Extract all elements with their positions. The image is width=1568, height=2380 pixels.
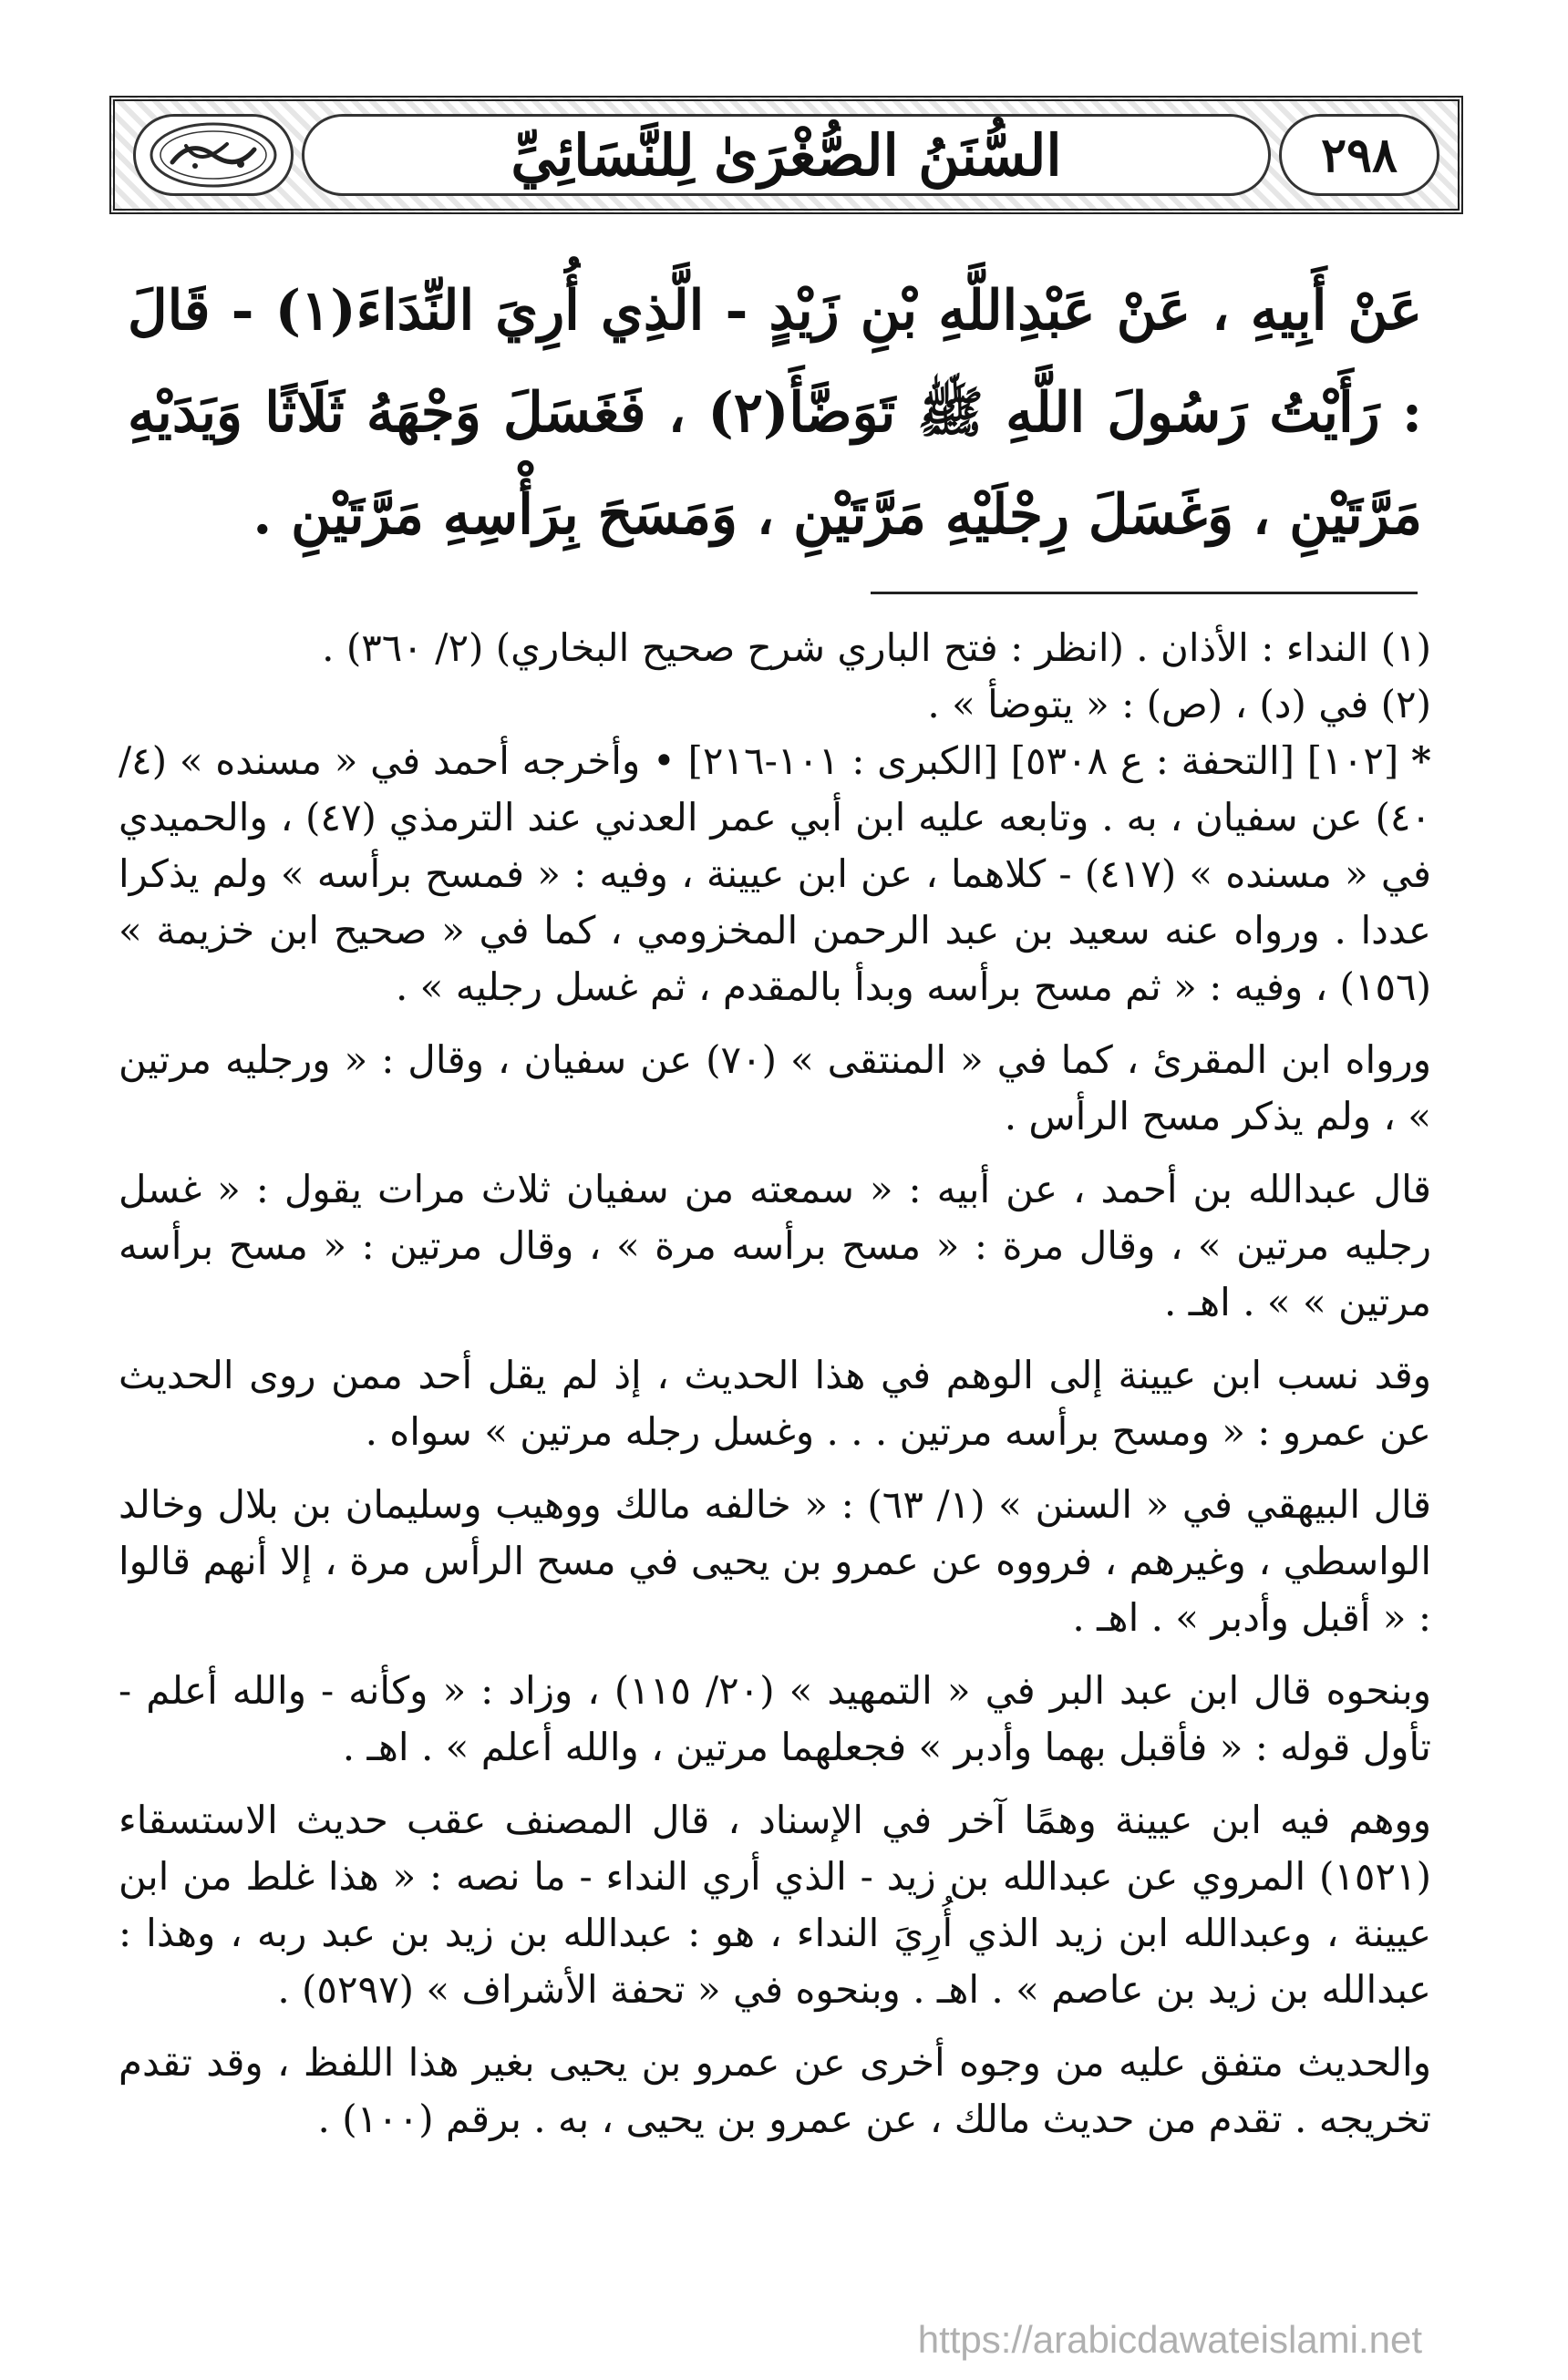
page-number: ٢٩٨	[1321, 127, 1398, 183]
book-logo-emblem-icon	[145, 118, 282, 191]
book-logo	[133, 114, 294, 196]
takhrij-text-1: [١٠٢] [التحفة : ع ٥٣٠٨] [الكبرى : ١٠١-٢١٦] • وأخرجه أحمد في « مسنده » (٤/ ٤٠) عن سفيان ، به . وتابعه عليه ابن أبي عمر العدني عند الترمذي (٤٧) ، والحميدي في « مسنده » (٤١٧) - كلاهما ، عن ابن عيينة ، وفيه : « فمسح برأسه » ولم يذكرا عددا . ورواه عنه سعيد بن عبد الرحمن المخزومي ، كما في « صحيح ابن خزيمة » (١٥٦) ، وفيه : « ثم مسح برأسه وبدأ بالمقدم ، ثم غسل رجليه » .	[119, 738, 1431, 1009]
hadith-main-text	[128, 260, 1422, 566]
takhrij-paragraph-8: والحديث متفق عليه من وجوه أخرى عن عمرو بن يحيى بغير هذا اللفظ ، وقد تقدم تخريجه . تقدم من حديث مالك ، عن عمرو بن يحيى ، به . برقم (١٠٠) .	[119, 2040, 1431, 2141]
takhrij-paragraph-5: قال البيهقي في « السنن » (١/ ٦٣) : « خالفه مالك ووهيب وسليمان بن بلال وخالد الواسطي ، وغيرهم ، فرووه عن عمرو بن يحيى في مسح الرأس مرة ، إلا أنهم قالوا : « أقبل وأدبر » . اهـ .	[119, 1482, 1431, 1640]
page-number-badge	[1279, 114, 1439, 196]
footnotes-section	[119, 620, 1431, 2148]
hadith-text: عَنْ أَبِيهِ ، عَنْ عَبْدِاللَّهِ بْنِ زَيْدٍ - الَّذِي أُرِيَ النِّدَاءَ(١) - قَالَ : رَأَيْتُ رَسُولَ اللَّهِ ﷺ تَوَضَّأَ(٢) ، فَغَسَلَ وَجْهَهُ ثَلَاثًا وَيَدَيْهِ مَرَّتَيْنِ ، وَغَسَلَ رِجْلَيْهِ مَرَّتَيْنِ ، وَمَسَحَ بِرَأْسِهِ مَرَّتَيْنِ .	[128, 279, 1422, 547]
header-title-box	[302, 114, 1271, 196]
takhrij-paragraph-4: وقد نسب ابن عيينة إلى الوهم في هذا الحديث ، إذ لم يقل أحد ممن روى الحديث عن عمرو : « ومسح برأسه مرتين . . . وغسل رجله مرتين » سواه .	[119, 1353, 1431, 1454]
footnote-2: (٢) في (د) ، (ص) : « يتوضأ » .	[927, 682, 1431, 726]
watermark-url: https://arabicdawateislami.net	[917, 2318, 1422, 2361]
takhrij-paragraph-6: وبنحوه قال ابن عبد البر في « التمهيد » (٢٠/ ١١٥) ، وزاد : « وكأنه - والله أعلم - تأول قوله : « فأقبل بهما وأدبر » فجعلهما مرتين ، والله أعلم » . اهـ .	[119, 1668, 1431, 1769]
star-marker: *	[1411, 738, 1431, 783]
takhrij-paragraph-7: ووهم فيه ابن عيينة وهمًا آخر في الإسناد ، قال المصنف عقب حديث الاستسقاء (١٥٢١) المروي عن عبدالله بن زيد - الذي أري النداء - ما نصه : « هذا غلط من ابن عيينة ، وعبدالله ابن زيد الذي أُرِيَ النداء ، هو : عبدالله بن زيد بن عبد ربه ، وهذا : عبدالله بن زيد بن عاصم » . اهـ . وبنحوه في « تحفة الأشراف » (٥٢٩٧) .	[119, 1798, 1431, 2012]
footnote-divider	[871, 592, 1418, 594]
takhrij-paragraph-1	[119, 733, 1431, 1015]
footnote-1: (١) النداء : الأذان . (انظر : فتح الباري شرح صحيح البخاري) (٢/ ٣٦٠) .	[322, 625, 1431, 670]
book-title: السُّنَنُ الصُّغْرَىٰ لِلنَّسَائِيِّ	[511, 121, 1062, 189]
page-header	[109, 96, 1463, 214]
takhrij-paragraph-3: قال عبدالله بن أحمد ، عن أبيه : « سمعته من سفيان ثلاث مرات يقول : « غسل رجليه مرتين » ، وقال مرة : « مسح برأسه مرة » ، وقال مرتين : « مسح برأسه مرتين » » . اهـ .	[119, 1167, 1431, 1324]
takhrij-paragraph-2: ورواه ابن المقرئ ، كما في « المنتقى » (٧٠) عن سفيان ، وقال : « ورجليه مرتين » ، ولم يذكر مسح الرأس .	[119, 1037, 1431, 1138]
